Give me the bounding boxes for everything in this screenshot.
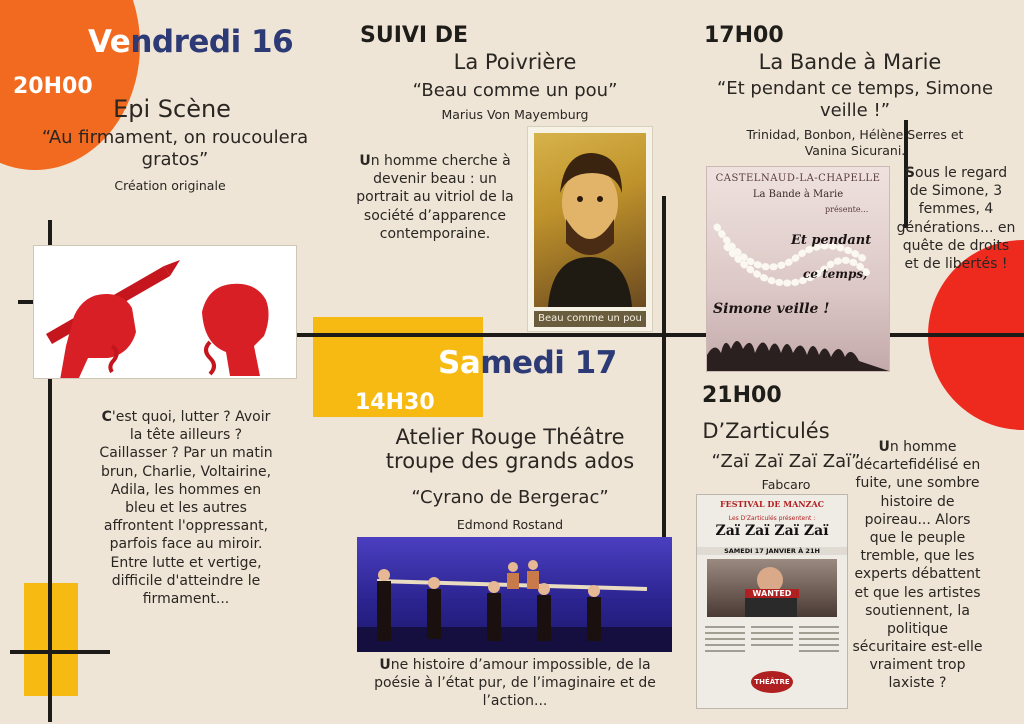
- time-friday-2000: 20H00: [13, 74, 93, 99]
- show-quote-zai-zai: “Zaï Zaï Zaï Zaï”: [711, 451, 861, 472]
- show-title-line1: Atelier Rouge Théâtre: [395, 425, 625, 449]
- desc-text: n homme cherche à devenir beau : un portrait au vitriol de la société d’apparence contemporaine.: [356, 153, 514, 242]
- poster-photo: [707, 559, 837, 617]
- show-author-fabcaro: Fabcaro: [761, 477, 811, 492]
- desc-initial: U: [878, 439, 890, 455]
- show-description-epi-scene: [96, 408, 276, 608]
- show-title-epi-scene: Epi Scène: [113, 95, 231, 123]
- show-description-poivriere: [350, 152, 520, 243]
- silhouettes-icon: [707, 325, 889, 371]
- show-title-dzarticules: D’Zarticulés: [702, 419, 830, 443]
- poster-text-columns-icon: [705, 623, 839, 671]
- desc-text: ne histoire d’amour impossible, de la poésie à l’état pur, de l’imaginaire et de l’action...: [374, 657, 656, 710]
- show-title-la-poivriere: La Poivrière: [453, 50, 577, 74]
- desc-text: n homme décartefidélisé en fuite, une sombre histoire de poireau... Alors que le peuple tremble, que les experts débattent et que les artistes soutiennent, la politique sécuritaire est-elle vraiment trop laxiste ?: [852, 439, 983, 692]
- timeline-left-horizontal: [18, 300, 34, 304]
- desc-text: ous le regard de Simone, 3 femmes, 4 générations... en quête de droits et de libertés !: [896, 165, 1016, 272]
- show-author-trinidad: Trinidad, Bonbon, Hélène Serres et Vanina Sicurani.: [746, 127, 964, 158]
- portrait-painting: [534, 133, 646, 307]
- broken-chains-illustration: [33, 245, 297, 379]
- poster-title: Zaï Zaï Zaï Zaï: [715, 523, 829, 539]
- show-title-line2: troupe des grands ados: [385, 449, 635, 474]
- heading-suivi-de: SUIVI DE: [360, 23, 469, 48]
- poster-presents: présente...: [825, 205, 869, 214]
- poster-title-1: Et pendant: [791, 233, 872, 248]
- fists-pencil-icon: [34, 246, 296, 378]
- poster-presents: Les D'Zarticulés présentent :: [728, 515, 816, 522]
- poster-wanted: WANTED: [745, 589, 799, 598]
- timeline-horizontal: [296, 333, 1024, 337]
- vertical-line-center: [662, 196, 666, 544]
- show-quote-cyrano: “Cyrano de Bergerac”: [411, 487, 609, 508]
- show-author-mayemburg: Marius Von Mayemburg: [441, 107, 589, 122]
- poster-place: CASTELNAUD-LA-CHAPELLE: [715, 173, 881, 184]
- desc-initial: C: [101, 409, 112, 425]
- desc-initial: S: [904, 165, 916, 181]
- time-saturday-1430: 14H30: [355, 390, 435, 415]
- day-saturday: [438, 345, 617, 381]
- show-description-bande-a-marie: [896, 164, 1016, 273]
- portrait-caption: Beau comme un pou: [534, 311, 646, 327]
- day-friday-prefix: Ve: [88, 24, 131, 60]
- show-description-dzarticules: [850, 438, 985, 693]
- show-author-creation: Création originale: [114, 178, 226, 193]
- poster-title-3: Simone veille !: [713, 301, 830, 317]
- show-author-rostand: Edmond Rostand: [456, 517, 564, 532]
- poster-title-2: ce temps,: [803, 267, 868, 281]
- show-title-bande-a-marie: La Bande à Marie: [758, 50, 942, 74]
- show-quote-simone-veille: “Et pendant ce temps, Simone veille !”: [716, 78, 994, 121]
- poster-date: SAMEDI 17 JANVIER À 21H: [697, 547, 847, 555]
- show-description-cyrano: [360, 656, 670, 711]
- show-quote-firmament: “Au firmament, on roucoulera gratos”: [41, 127, 309, 170]
- portrait-poster: [527, 126, 653, 332]
- poster-festival: FESTIVAL DE MANZAC: [719, 499, 825, 509]
- zai-zai-poster: [696, 494, 848, 709]
- desc-initial: U: [379, 657, 391, 673]
- bottom-left-line: [10, 650, 110, 654]
- actors-on-stage-icon: [357, 537, 672, 652]
- day-saturday-rest: medi 17: [480, 345, 617, 381]
- day-friday-rest: ndredi 16: [130, 24, 294, 60]
- portrait-face-icon: [534, 133, 646, 307]
- day-saturday-prefix: Sa: [438, 345, 481, 381]
- time-saturday-1700: 17H00: [704, 23, 784, 48]
- time-saturday-2100: 21H00: [702, 383, 782, 408]
- desc-initial: U: [359, 153, 371, 169]
- stage-photo-cyrano: [357, 537, 672, 652]
- show-quote-beau-comme-un-pou: “Beau comme un pou”: [412, 80, 618, 101]
- simone-veille-poster: [706, 166, 890, 372]
- pearl-necklace-icon: [707, 207, 889, 307]
- poster-theatre: THÉÂTRE: [751, 671, 793, 693]
- poster-troupe: La Bande à Marie: [752, 189, 844, 200]
- day-friday: [88, 24, 293, 60]
- desc-text: 'est quoi, lutter ? Avoir la tête ailleurs ? Caillasser ? Par un matin brun, Charlie, Voltairine, Adila, les hommes en bleu et les autres affrontent l'oppressant, parfois face au miroir. Entre lutte et vertige, difficile d'atteindre le firmament...: [99, 409, 273, 607]
- show-title-atelier-rouge: [375, 425, 645, 473]
